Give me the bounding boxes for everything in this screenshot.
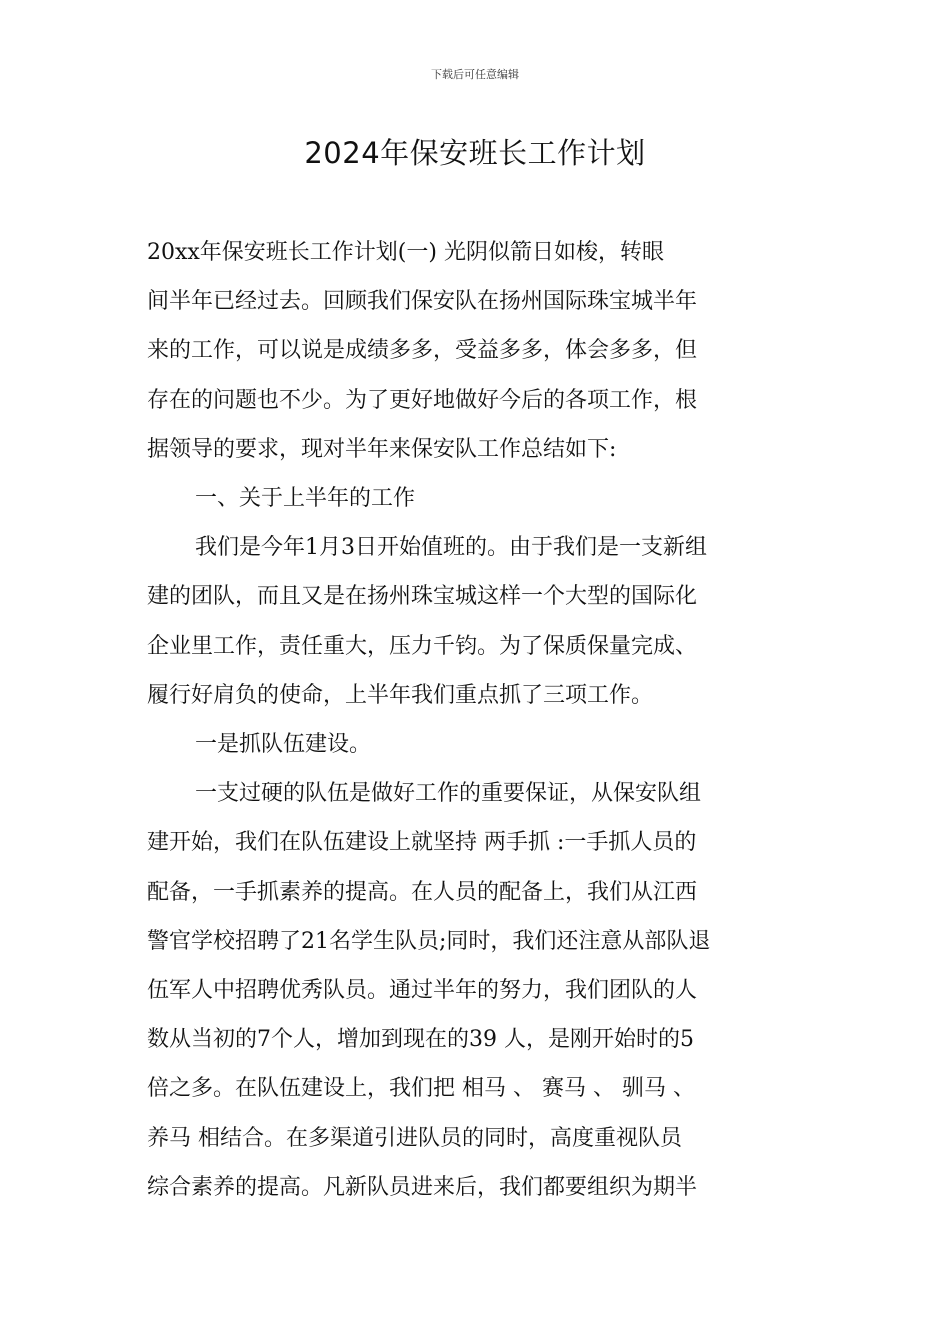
body-line: 企业里工作，责任重大，压力千钧。为了保质保量完成、	[147, 633, 698, 659]
body-line: 综合素养的提高。凡新队员进来后，我们都要组织为期半	[147, 1174, 698, 1200]
body-line: 来的工作，可以说是成绩多多，受益多多，体会多多，但	[147, 338, 698, 364]
section-heading: 一、关于上半年的工作	[195, 486, 416, 512]
subsection-heading: 一是抓队伍建设。	[195, 732, 372, 758]
document-body	[147, 228, 807, 1212]
body-line: 存在的问题也不少。为了更好地做好今后的各项工作，根	[147, 387, 698, 413]
body-line: 数从当初的7个人，增加到现在的39 人，是刚开始时的5	[147, 1027, 694, 1053]
body-line: 倍之多。在队伍建设上，我们把 相马 、 赛马 、 驯马 、	[147, 1076, 695, 1102]
body-line: 配备，一手抓素养的提高。在人员的配备上，我们从江西	[147, 879, 698, 905]
document-title: 2024年保安班长工作计划	[304, 136, 646, 170]
body-line: 据领导的要求，现对半年来保安队工作总结如下:	[147, 436, 617, 462]
body-line: 伍军人中招聘优秀队员。通过半年的努力，我们团队的人	[147, 978, 698, 1004]
body-line: 间半年已经过去。回顾我们保安队在扬州国际珠宝城半年	[147, 289, 698, 315]
body-line: 建的团队，而且又是在扬州珠宝城这样一个大型的国际化	[147, 584, 698, 610]
header-note: 下载后可任意编辑	[431, 68, 519, 81]
body-line: 履行好肩负的使命，上半年我们重点抓了三项工作。	[147, 682, 654, 708]
body-line: 一支过硬的队伍是做好工作的重要保证，从保安队组	[195, 781, 702, 807]
body-line: 建开始，我们在队伍建设上就坚持 两手抓 :一手抓人员的	[147, 830, 697, 856]
body-line: 养马 相结合。在多渠道引进队员的同时，高度重视队员	[147, 1125, 682, 1151]
body-line: 20xx年保安班长工作计划(一) 光阴似箭日如梭，转眼	[147, 240, 664, 265]
body-line: 警官学校招聘了21名学生队员;同时，我们还注意从部队退	[147, 928, 711, 954]
body-line: 我们是今年1月3日开始值班的。由于我们是一支新组	[195, 535, 707, 561]
